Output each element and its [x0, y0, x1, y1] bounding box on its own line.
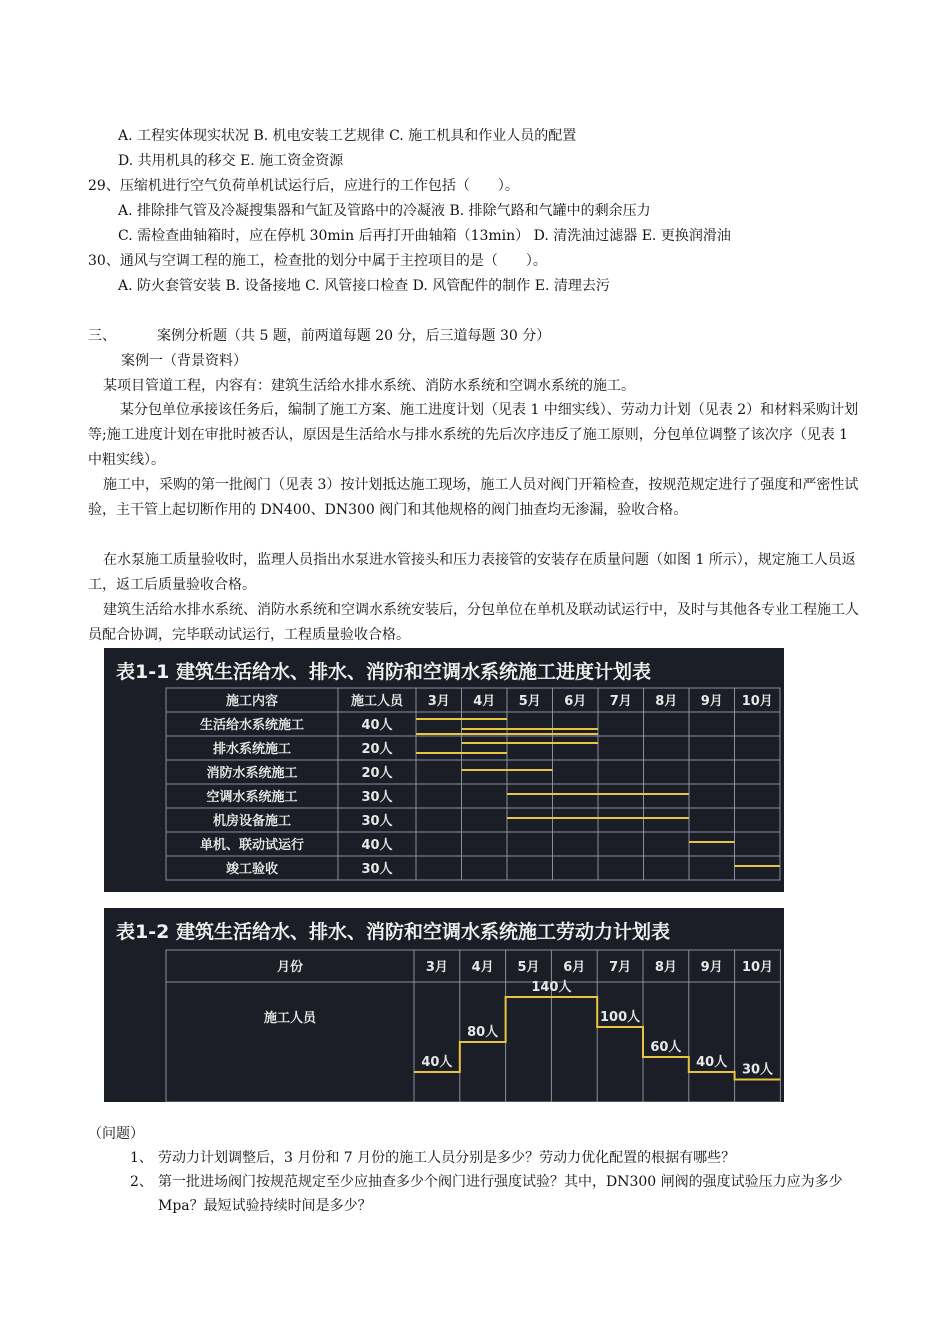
question-2-text: 第一批进场阀门按规范规定至少应抽查多少个阀门进行强度试验？其中，DN300 闸阀的强度试验压力应为多少 Mpa？最短试验持续时间是多少？ — [158, 1174, 843, 1214]
section3-number: 三、 — [88, 328, 116, 344]
labor-header-month: 月份 — [276, 960, 304, 975]
labor-table-title: 表1-2 建筑生活给水、排水、消防和空调水系统施工劳动力计划表 — [116, 921, 670, 943]
labor-value-label: 100人 — [600, 1010, 641, 1025]
schedule-header-month: 7月 — [609, 694, 632, 709]
labor-value-label: 60人 — [650, 1040, 682, 1055]
q29-options-line2: C. 需检查曲轴箱时，应在停机 30min 后再打开曲轴箱（13min） D. 清洗油过滤器 E. 更换润滑油 — [118, 228, 731, 244]
section3-heading: 案例分析题（共 5 题，前两道每题 20 分，后三道每题 30 分） — [157, 328, 551, 344]
schedule-task-people: 30人 — [361, 814, 393, 829]
case1-para4: 在水泵施工质量验收时，监理人员指出水泵进水管接头和压力表接管的安装存在质量问题（如图 1 所示），规定施工人员返工，返工后质量验收合格。 — [88, 552, 856, 593]
case1-para5: 建筑生活给水排水系统、消防水系统和空调水系统安装后，分包单位在单机及联动试运行中，及时与其他各专业工程施工人员配合协调，完毕联动试运行，工程质量验收合格。 — [88, 602, 859, 643]
labor-month-label: 3月 — [425, 960, 448, 975]
question-2 — [130, 1170, 870, 1218]
labor-month-label: 8月 — [654, 960, 677, 975]
schedule-task-people: 40人 — [361, 718, 393, 733]
q30-stem: 30、通风与空调工程的施工，检查批的划分中属于主控项目的是（ ）。 — [88, 253, 547, 269]
case1-para2: 某分包单位承接该任务后，编制了施工方案、施工进度计划（见表 1 中细实线）、劳动力计划（见表 2）和材料采购计划等;施工进度计划在审批时被否认，原因是生活给水与排水系统的先后次序违反了施工原则，分包单位调整了该次序（见表 1 中粗实线）。 — [88, 402, 859, 468]
schedule-task-name: 生活给水系统施工 — [199, 718, 305, 733]
schedule-task-name: 消防水系统施工 — [206, 766, 298, 781]
schedule-task-name: 空调水系统施工 — [206, 790, 298, 805]
schedule-header-month: 5月 — [518, 694, 541, 709]
schedule-header-month: 4月 — [473, 694, 496, 709]
labor-value-label: 40人 — [696, 1055, 728, 1070]
q29-options-line1: A. 排除排气管及冷凝搜集器和气缸及管路中的冷凝液 B. 排除气路和气罐中的剩余压力 — [118, 203, 651, 219]
labor-value-label: 140人 — [531, 980, 572, 995]
schedule-header-month: 9月 — [700, 694, 723, 709]
schedule-table-title: 表1-1 建筑生活给水、排水、消防和空调水系统施工进度计划表 — [116, 661, 651, 683]
schedule-task-name: 竣工验收 — [225, 862, 279, 877]
labor-table-svg — [104, 908, 784, 1102]
schedule-table-image — [104, 648, 784, 892]
labor-month-label: 9月 — [700, 960, 723, 975]
schedule-header-month: 6月 — [564, 694, 587, 709]
schedule-header-people: 施工人员 — [350, 694, 404, 709]
q29-stem: 29、压缩机进行空气负荷单机试运行后，应进行的工作包括（ ）。 — [88, 178, 519, 194]
schedule-task-name: 机房设备施工 — [212, 814, 292, 829]
labor-month-label: 10月 — [741, 960, 774, 975]
schedule-task-people: 20人 — [361, 766, 393, 781]
prev-options-line2: D. 共用机具的移交 E. 施工资金资源 — [118, 153, 344, 169]
labor-month-label: 4月 — [471, 960, 494, 975]
labor-value-label: 40人 — [421, 1055, 453, 1070]
case1-para3: 施工中，采购的第一批阀门（见表 3）按计划抵达施工现场，施工人员对阀门开箱检查，按规范规定进行了强度和严密性试验，主干管上起切断作用的 DN400、DN300 阀门和其他规格的阀门抽查均无渗漏，验收合格。 — [88, 477, 859, 518]
labor-value-label: 80人 — [467, 1025, 499, 1040]
schedule-task-people: 30人 — [361, 862, 393, 877]
case1-title: 案例一（背景资料） — [121, 353, 247, 369]
question-2-number: 2、 — [130, 1174, 153, 1190]
schedule-header-content: 施工内容 — [225, 694, 279, 709]
schedule-header-month: 3月 — [427, 694, 450, 709]
case1-para1: 某项目管道工程，内容有：建筑生活给水排水系统、消防水系统和空调水系统的施工。 — [103, 378, 635, 394]
schedule-header-month: 10月 — [741, 694, 773, 709]
labor-month-label: 6月 — [563, 960, 586, 975]
labor-month-label: 5月 — [517, 960, 540, 975]
schedule-task-people: 30人 — [361, 790, 393, 805]
question-1 — [130, 1146, 870, 1170]
schedule-task-people: 40人 — [361, 838, 393, 853]
question-1-text: 劳动力计划调整后，3 月份和 7 月份的施工人员分别是多少？劳动力优化配置的根据有哪些？ — [158, 1150, 736, 1166]
questions-header: （问题） — [88, 1126, 144, 1142]
question-1-number: 1、 — [130, 1150, 153, 1166]
prev-options-line1: A. 工程实体现实状况 B. 机电安装工艺规律 C. 施工机具和作业人员的配置 — [118, 128, 577, 144]
schedule-task-name: 单机、联动试运行 — [199, 838, 305, 853]
labor-month-label: 7月 — [609, 960, 632, 975]
labor-table-image — [104, 908, 784, 1102]
labor-value-label: 30人 — [741, 1062, 774, 1078]
labor-row-label: 施工人员 — [263, 1011, 317, 1026]
schedule-header-month: 8月 — [655, 694, 678, 709]
schedule-task-name: 排水系统施工 — [212, 742, 292, 757]
q30-options-line1: A. 防火套管安装 B. 设备接地 C. 风管接口检查 D. 风管配件的制作 E. 清理去污 — [118, 278, 610, 294]
schedule-task-people: 20人 — [361, 742, 393, 757]
schedule-table-svg — [104, 648, 784, 892]
